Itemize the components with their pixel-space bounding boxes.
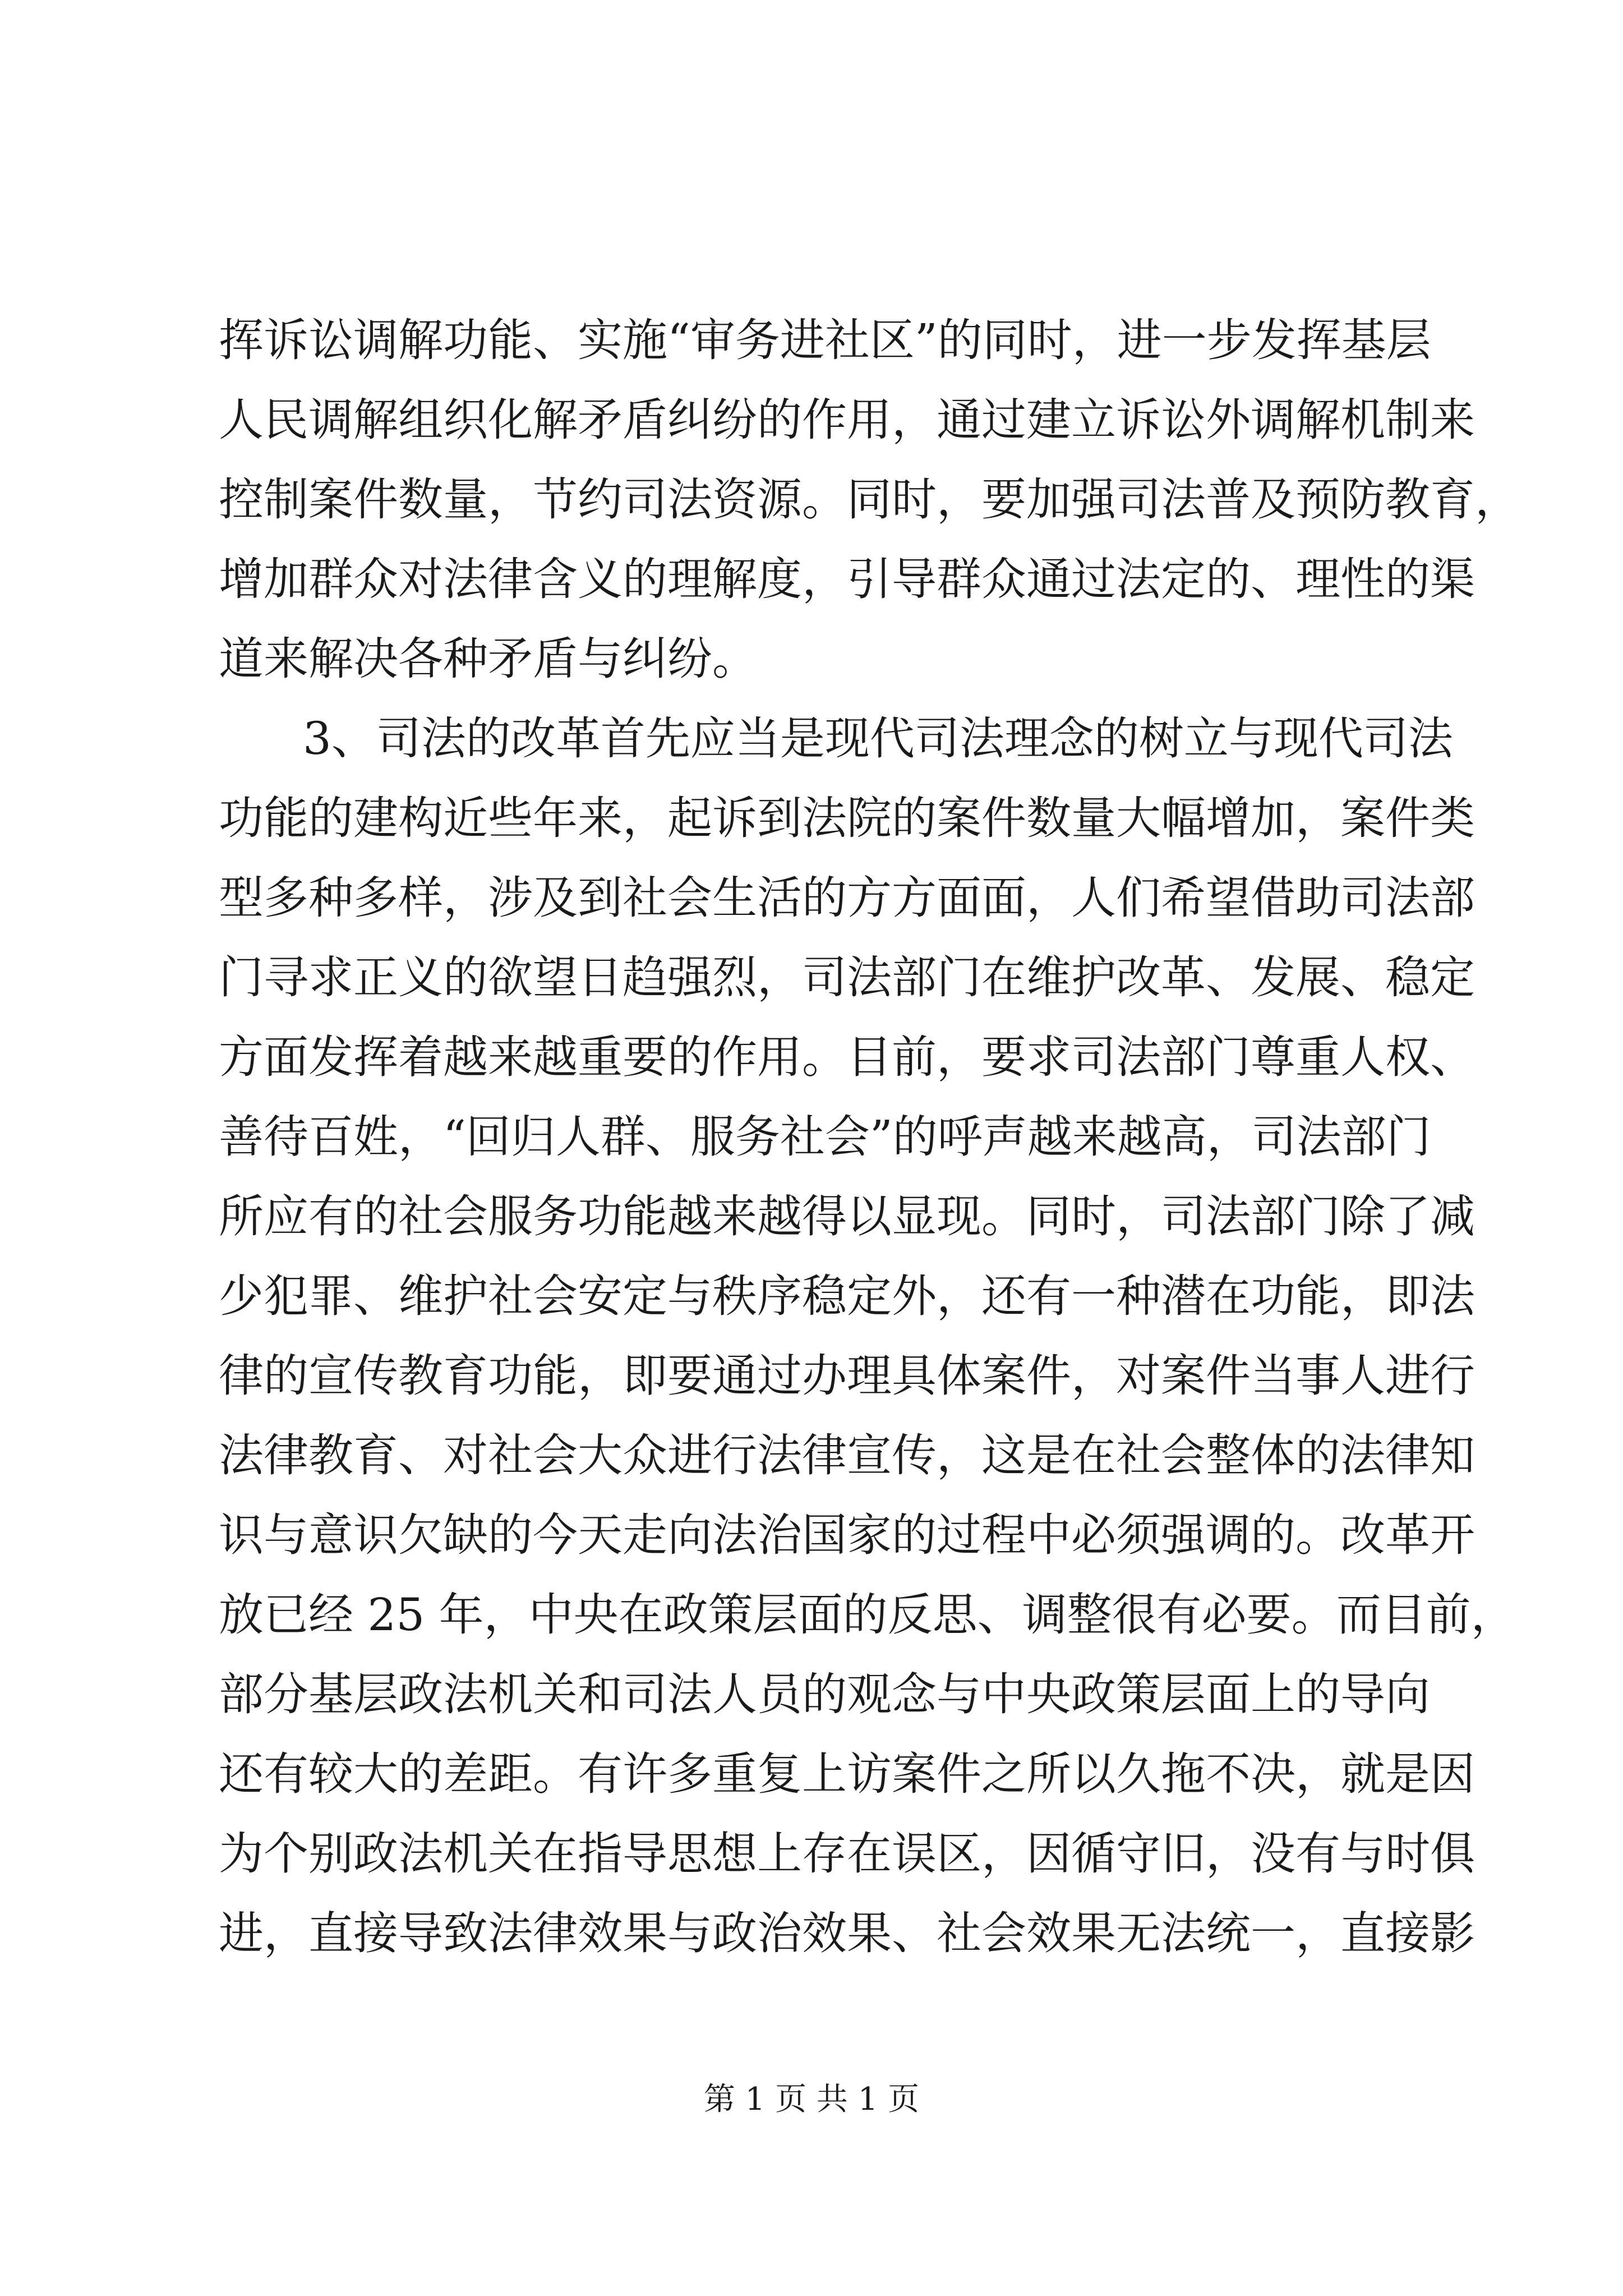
- text-line: 门寻求正义的欲望日趋强烈，司法部门在维护改革、发展、稳定: [219, 951, 1475, 1004]
- text-line: 增加群众对法律含义的理解度，引导群众通过法定的、理性的渠: [219, 553, 1475, 605]
- text-line: 挥诉讼调解功能、实施“审务进社区”的同时，进一步发挥基层: [219, 314, 1431, 366]
- text-line: 所应有的社会服务功能越来越得以显现。同时，司法部门除了减: [219, 1190, 1475, 1243]
- page-number-footer: 第 1 页 共 1 页: [703, 2081, 920, 2118]
- text-line: 律的宣传教育功能，即要通过办理具体案件，对案件当事人进行: [219, 1350, 1475, 1402]
- text-line: 识与意识欠缺的今天走向法治国家的过程中必须强调的。改革开: [219, 1509, 1475, 1561]
- text-line: 少犯罪、维护社会安定与秩序稳定外，还有一种潜在功能，即法: [219, 1270, 1475, 1322]
- text-line: 部分基层政法机关和司法人员的观念与中央政策层面上的导向: [219, 1668, 1430, 1720]
- text-line: 进，直接导致法律效果与政治效果、社会效果无法统一，直接影: [219, 1907, 1475, 1959]
- text-line: 还有较大的差距。有许多重复上访案件之所以久拖不决，就是因: [219, 1748, 1475, 1800]
- text-line: 道来解决各种矛盾与纠纷。: [219, 633, 757, 685]
- text-line: 法律教育、对社会大众进行法律宣传，这是在社会整体的法律知: [219, 1429, 1475, 1481]
- document-body: [219, 301, 1520, 1973]
- text-line: 功能的建构近些年来，起诉到法院的案件数量大幅增加，案件类: [219, 792, 1475, 844]
- text-line: 为个别政法机关在指导思想上存在误区，因循守旧，没有与时俱: [219, 1828, 1475, 1880]
- text-line: 人民调解组织化解矛盾纠纷的作用，通过建立诉讼外调解机制来: [219, 394, 1475, 446]
- text-line: 放已经 25 年，中央在政策层面的反思、调整很有必要。而目前，: [219, 1589, 1516, 1641]
- text-line: 善待百姓，“回归人群、服务社会”的呼声越来越高，司法部门: [219, 1111, 1431, 1163]
- text-line: 控制案件数量，节约司法资源。同时，要加强司法普及预防教育，: [219, 473, 1520, 526]
- text-line: 型多种多样，涉及到社会生活的方方面面，人们希望借助司法部: [219, 872, 1475, 924]
- text-line: 3、司法的改革首先应当是现代司法理念的树立与现代司法: [303, 712, 1453, 765]
- text-line: 方面发挥着越来越重要的作用。目前，要求司法部门尊重人权、: [219, 1031, 1475, 1083]
- paragraph-2: [219, 699, 1516, 1973]
- paragraph-1: [219, 301, 1520, 699]
